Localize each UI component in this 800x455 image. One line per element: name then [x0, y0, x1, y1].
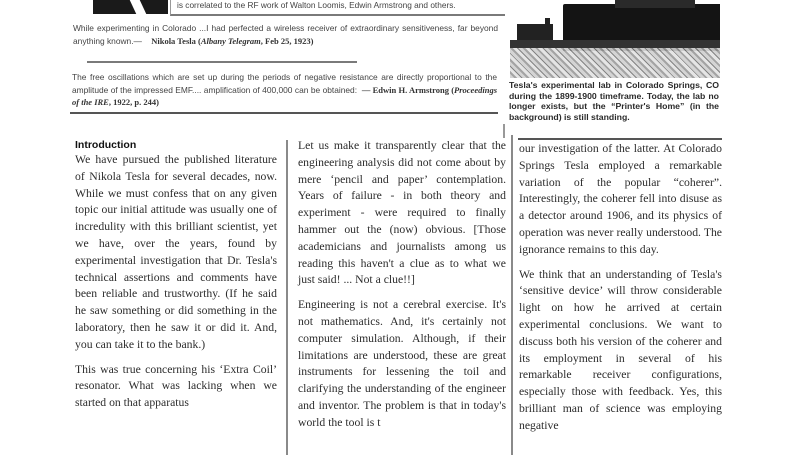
paragraph: Engineering is not a cerebral exercise. It's not mathematics. And, it's certainly not computer simulation. Although, if their limitations are understood, these are great instruments for lessening the toil and clarifying the understanding of the engineer and inventor. The problem is that in today's world the tool is t [298, 298, 506, 429]
photo-building-roof [615, 0, 695, 8]
photo-chimney [545, 18, 550, 26]
quote-date: Feb 25, 1923 [265, 35, 311, 46]
quote-text: The free oscillations which are set up during the periods of negative resistance are directly proportional to the amplitude of the impressed EMF.... amplification of 400,000 can be obtained: [72, 72, 497, 95]
quote-tesla [73, 22, 498, 47]
quote-author: — Edwin H. Armstrong [361, 84, 449, 95]
quote-attribution: — Edwin H. Armstrong (Proceedings of the IRE, 1922, p. 244) [72, 84, 497, 107]
section-heading: Introduction [75, 139, 137, 151]
quote-author: Nikola Tesla [151, 35, 196, 46]
quote-attribution: Nikola Tesla (Albany Telegram, Feb 25, 1923) [151, 35, 314, 46]
column-divider [286, 140, 288, 455]
article-column-2 [298, 138, 506, 440]
divider-rule [70, 112, 498, 114]
quote-text: While experimenting in Colorado ...I had perfected a wireless receiver of extraordinary sensitiveness, far beyond anything known.— [73, 23, 498, 46]
caption-side-rule [503, 124, 509, 138]
paragraph: Let us make it transparently clear that the engineering analysis did not come about by mere ‘pencil and paper’ contemplation. Years of failure - in both theory and experiment - were required to finally hammer out the (now) obvious. [Those academicians and journalists among us reading this haven't a clue as to what we just said! ... Not a clue!!] [298, 139, 506, 287]
column-divider [511, 135, 513, 455]
quote-armstrong [72, 71, 497, 109]
quote-date: 1922, p. 244 [113, 97, 157, 107]
masthead-logo [93, 0, 168, 14]
paragraph: We think that an understanding of Tesla's ‘sensitive device’ will throw considerable light on how he arrived at certain experimental conclusions. We want to discuss both his version of the coherer and its employment in several of his remarkable receiver configurations, especially those with feedback. Yes, this brilliant man of science was employing negative [519, 267, 722, 432]
quote-source: Proceedings of the IRE [72, 84, 497, 107]
quote-source: Albany Telegram [200, 35, 261, 46]
photo-caption: Tesla's experimental lab in Colorado Springs, CO during the 1899-1900 timeframe. Today, the lab no longer exists, but the “Printer's Home” (in the background) is still standing. [509, 80, 719, 122]
paragraph: We have pursued the published literature of Nikola Tesla for several decades, now. While we must confess that on any given topic our initial attitude was usually one of incredulity with this brilliant scientist, yet we have, over the years, found by experimental investigation that Dr. Tesla's technical assertions and comments have been reliable and trustworthy. (If he said he saw something or did something in the laboratory, then he saw it or did it. And, you can take it to the bank.) [75, 153, 277, 351]
photo-tesla-lab-icon [505, 0, 720, 78]
divider-rule [518, 138, 722, 140]
header-note: is correlated to the RF work of Walton Loomis, Edwin Armstrong and others. [170, 0, 507, 16]
article-column-3 [519, 141, 722, 443]
photo-fence [510, 40, 720, 48]
divider-rule [87, 61, 357, 63]
photo-ground [510, 48, 720, 78]
article-column-1 [75, 139, 277, 420]
logo-notch-shape [127, 0, 149, 14]
paragraph: This was true concerning his ‘Extra Coil’ resonator. What was lacking when we started on that apparatus [75, 362, 277, 410]
paragraph: our investigation of the latter. At Colorado Springs Tesla employed a remarkable variation of the popular “coherer”. Interestingly, the coherer fell into disuse as a detector around 1906, and its physics of operation was never really understood. The ignorance remains to this day. [519, 142, 722, 256]
